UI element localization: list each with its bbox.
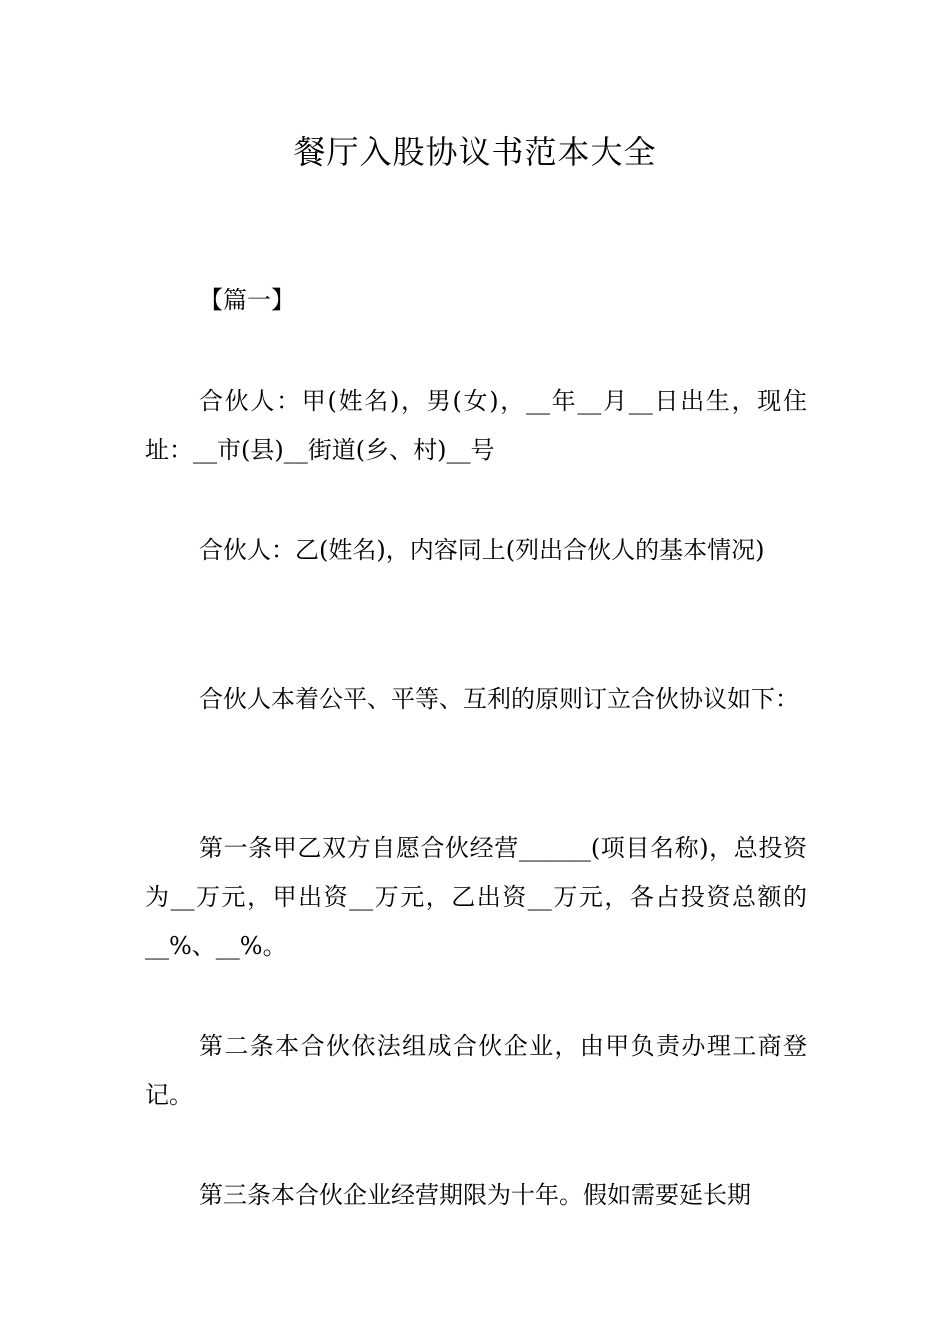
paragraph-article-1: 第一条甲乙双方自愿合伙经营______(项目名称)，总投资为__万元，甲出资__万元，乙出资__万元，各占投资总额的__%、__%。 (145, 834, 807, 960)
paragraph-partner-b: 合伙人：乙(姓名)，内容同上(列出合伙人的基本情况) (199, 536, 765, 564)
paragraph-article-2: 第二条本合伙依法组成合伙企业，由甲负责办理工商登记。 (145, 1032, 807, 1109)
paragraph-partner-a: 合伙人：甲(姓名)，男(女)，__年__月__日出生，现住址：__市(县)__街道(乡、村)__号 (145, 387, 807, 464)
section-label: 【篇一】 (199, 286, 295, 314)
document-title: 餐厅入股协议书范本大全 (293, 133, 657, 171)
paragraph-principle: 合伙人本着公平、平等、互利的原则订立合伙协议如下： (199, 685, 799, 713)
paragraph-article-3: 第三条本合伙企业经营期限为十年。假如需要延长期 (199, 1181, 751, 1209)
